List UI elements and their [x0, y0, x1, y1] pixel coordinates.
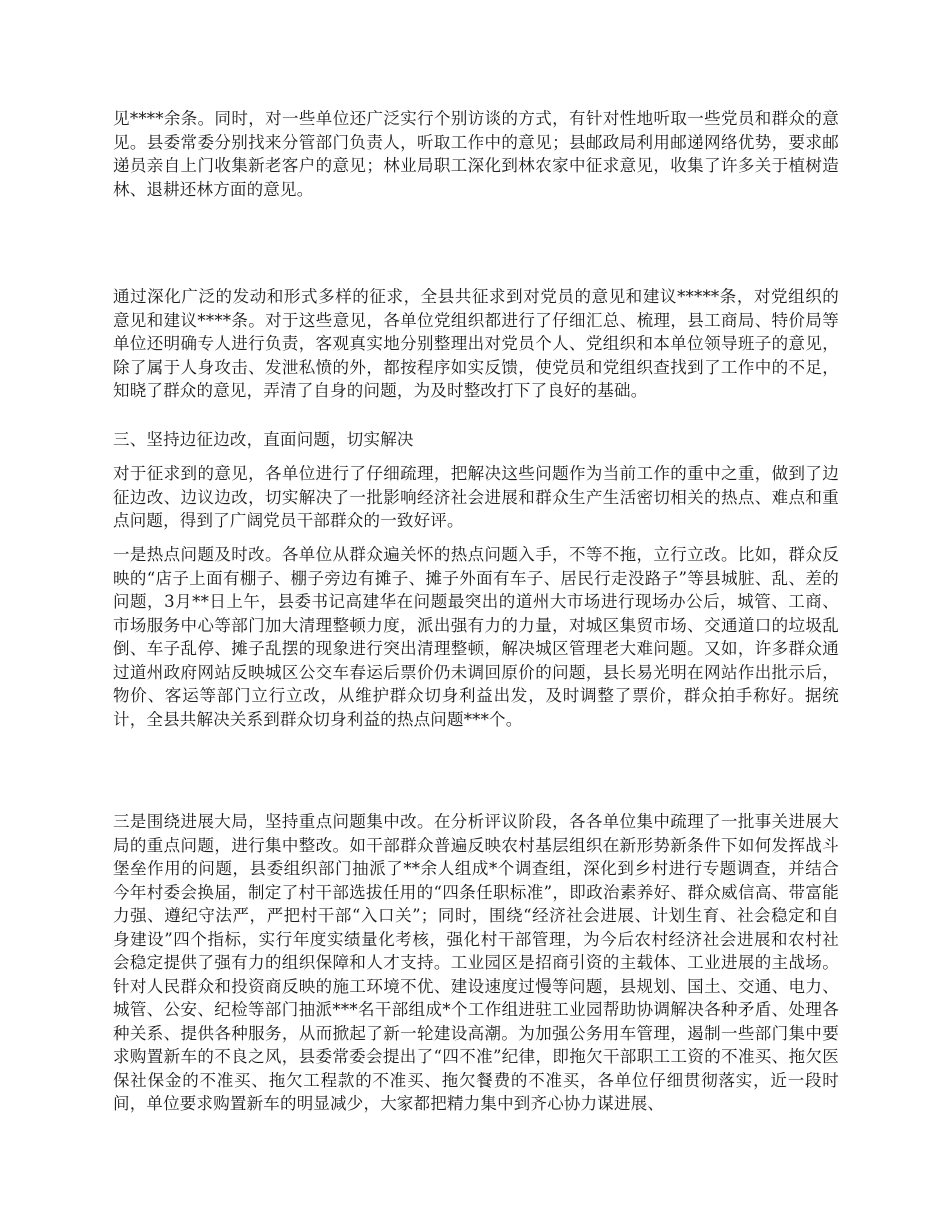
paragraph-section-intro: 对于征求到的意见，各单位进行了仔细疏理，把解决这些问题作为当前工作的重中之重，做到了边征边改、边议边改，切实解决了一批影响经济社会进展和群众生产生活密切相关的热点、难点和重点问题，得到了广阔党员干部群众的一致好评。 [113, 464, 839, 530]
paragraph-opinion-collection: 见****余条。同时，对一些单位还广泛实行个别访谈的方式，有针对性地听取一些党员和群众的意见。县委常委分别找来分管部门负责人，听取工作中的意见；县邮政局利用邮递网络优势，要求邮递员亲自上门收集新老客户的意见；林业局职工深化到林农家中征求意见，收集了许多关于植树造林、退耕还林方面的意见。 [113, 109, 839, 199]
paragraph-hotspot-issues: 一是热点问题及时改。各单位从群众遍关怀的热点问题入手，不等不拖，立行立改。比如，群众反映的“店子上面有棚子、棚子旁边有摊子、摊子外面有车子、居民行走没路子”等县城脏、乱、差的问题，3月**日上午，县委书记高建华在问题最突出的道州大市场进行现场办公后，城管、工商、市场服务中心等部门加大清理整顿力度，派出强有力的力量，对城区集贸市场、交通道口的垃圾乱倒、车子乱停、摊子乱摆的现象进行突出清理整顿，解决城区管理老大难问题。又如，许多群众通过道州政府网站反映城区公交车春运后票价仍未调回原价的问题，县长易光明在网站作出批示后，物价、客运等部门立行立改，从维护群众切身利益出发，及时调整了票价，群众拍手称好。据统计，全县共解决关系到群众切身利益的热点问题***个。 [113, 545, 839, 729]
section-heading-three: 三、坚持边征边改，直面问题，切实解决 [113, 430, 414, 449]
paragraph-key-issues: 三是围绕进展大局，坚持重点问题集中改。在分析评议阶段，各各单位集中疏理了一批事关进展大局的重点问题，进行集中整改。如干部群众普遍反映农村基层组织在新形势新条件下如何发挥战斗堡垒作用的问题，县委组织部门抽派了**余人组成*个调查组，深化到乡村进行专题调查，并结合今年村委会换届，制定了村干部选拔任用的“四条任职标准”，即政治素养好、群众威信高、带富能力强、遵纪守法严，严把村干部“入口关”；同时，围绕“经济社会进展、计划生育、社会稳定和自身建设”四个指标，实行年度实绩量化考核，强化村干部管理，为今后农村经济社会进展和农村社会稳定提供了强有力的组织保障和人才支持。工业园区是招商引资的主载体、工业进展的主战场。针对人民群众和投资商反映的施工环境不优、建设速度过慢等问题，县规划、国土、交通、电力、城管、公安、纪检等部门抽派***名干部组成*个工作组进驻工业园帮助协调解决各种矛盾、处理各种关系、提供各种服务，从而掀起了新一轮建设高潮。为加强公务用车管理，遏制一些部门集中要求购置新车的不良之风，县委常委会提出了“四不准”纪律，即拖欠干部职工工资的不准买、拖欠医保社保金的不准买、拖欠工程款的不准买、拖欠餐费的不准买，各单位仔细贯彻落实，近一段时间，单位要求购置新车的明显减少，大家都把精力集中到齐心协力谋进展、 [113, 812, 839, 1113]
paragraph-opinion-summary: 通过深化广泛的发动和形式多样的征求，全县共征求到对党员的意见和建议*****条，对党组织的意见和建议****条。对于这些意见，各单位党组织都进行了仔细汇总、梳理，县工商局、特价局等单位还明确专人进行负责，客观真实地分别整理出对党员个人、党组织和本单位领导班子的意见，除了属于人身攻击、发泄私愤的外，都按程序如实反馈，使党员和党组织查找到了工作中的不足，知晓了群众的意见，弄清了自身的问题，为及时整改打下了良好的基础。 [113, 287, 839, 400]
